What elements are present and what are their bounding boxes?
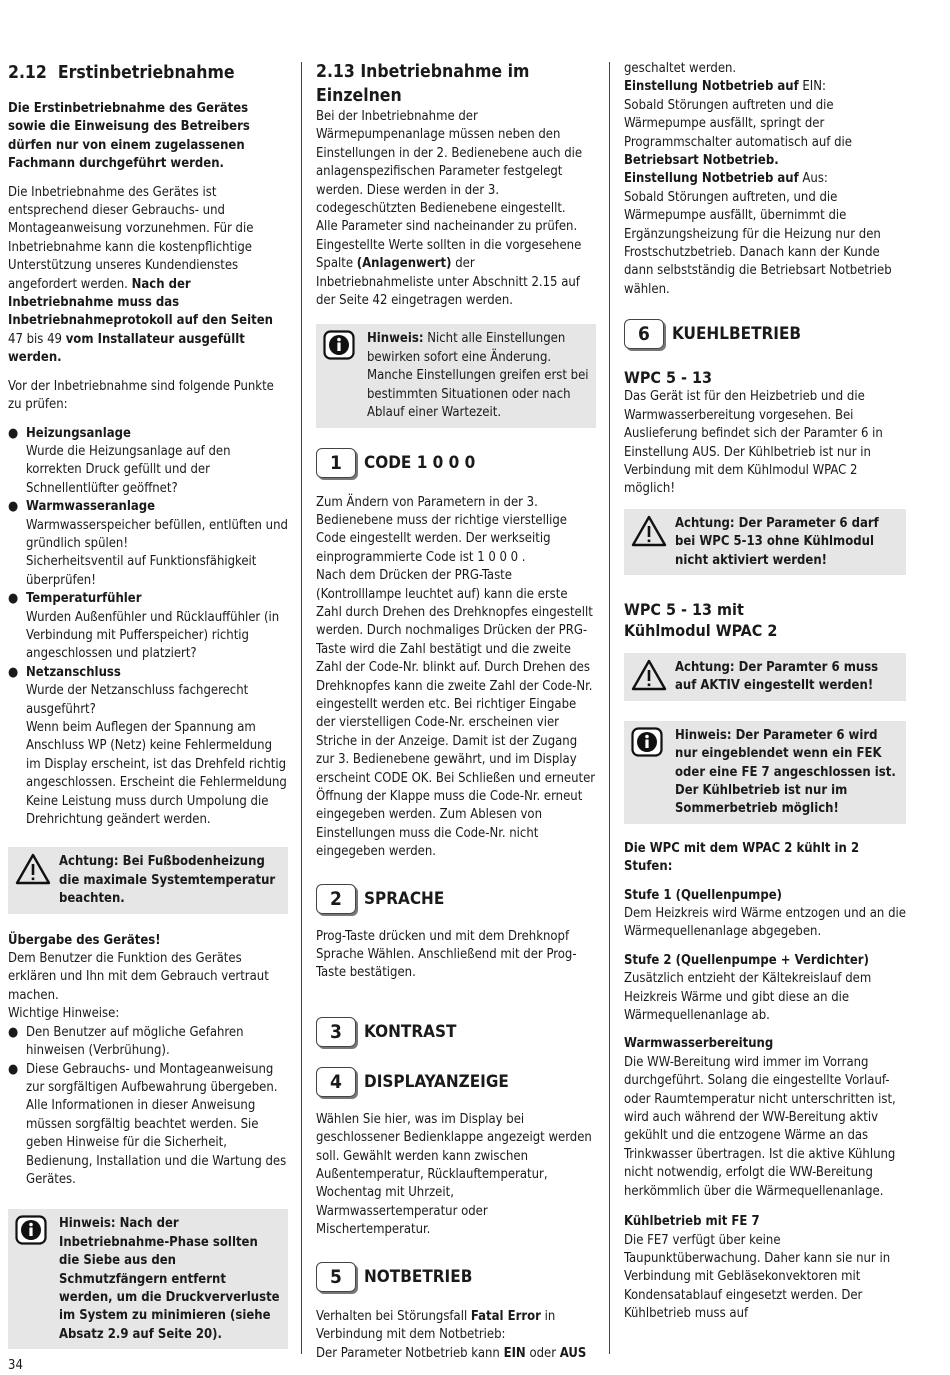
hint-label: Hinweis: bbox=[367, 331, 424, 347]
paragraph: Das Gerät ist für den Heizbetrieb und die Warmwasserbereitung vorgesehen. Bei Auslieferung befindet sich der Paramter 6 in Einstellung AUS. Der Kühlbetrieb ist nur in Verbindung mit dem Kühlmodul WPAC 2 möglich! bbox=[624, 389, 883, 497]
bullet-icon: ● bbox=[8, 425, 19, 441]
checklist-item-text: Wurde der Netzanschluss fachgerecht ausgeführt? Wenn beim Auflegen der Spannung am Anschluss WP (Netz) keine Fehlermeldung im Display erscheint, ist das Drehfeld richtig angeschlossen. Erscheint die Fehlermeldung Keine Leistung muss durch Umpolung die Drehrichtung geändert werden. bbox=[26, 683, 287, 828]
param-heading-5 bbox=[316, 1262, 596, 1292]
param-heading-3 bbox=[316, 1017, 596, 1047]
warning-icon bbox=[15, 853, 51, 885]
bullet-icon: ● bbox=[8, 591, 19, 607]
param-number-badge: 3 bbox=[316, 1017, 356, 1047]
list-item-text: Den Benutzer auf mögliche Gefahren hinweisen (Verbrühung). bbox=[26, 1024, 244, 1059]
paragraph-text: Alle Parameter sind nacheinander zu prüfen. Eingestellte Werte sollten in die vorgesehene Spalte bbox=[316, 219, 582, 272]
info-icon bbox=[15, 1215, 47, 1245]
hint-box bbox=[8, 1209, 288, 1349]
section-title-2-12 bbox=[8, 62, 288, 84]
intro-paragraph: Die Erstinbetriebnahme des Gerätes sowie die Einweisung des Betreibers dürfen nur von einem zugelassenen Fachmann durchgeführt werden. bbox=[8, 101, 250, 172]
subsection-title: Kühlbetrieb mit FE 7 bbox=[624, 1214, 760, 1230]
param-heading-2 bbox=[316, 884, 596, 914]
param-number-badge: 5 bbox=[316, 1262, 356, 1292]
bold-text: Nach der Inbetriebnahme muss das Inbetriebnahmeprotokoll auf den Seiten bbox=[8, 276, 273, 329]
param-number-badge: 4 bbox=[316, 1067, 356, 1097]
checklist-item-title: Netzanschluss bbox=[26, 664, 121, 680]
bold-text: EIN bbox=[503, 1345, 526, 1361]
paragraph-text: Die Inbetriebnahme des Gerätes ist entsprechend dieser Gebrauchs- und Montageanweisung vorzunehmen. Für die Inbetriebnahme kann die kostenpflichtige Unterstützung unseres Kundendienstes angefordert werden. bbox=[8, 184, 254, 292]
warning-text: Achtung: Der Paramter 6 muss auf AKTIV eingestellt werden! bbox=[675, 659, 879, 694]
param-number-badge: 2 bbox=[316, 884, 356, 914]
bold-text: Betriebsart Notbetrieb. bbox=[624, 153, 779, 169]
warning-box bbox=[624, 509, 906, 575]
param-number-badge: 1 bbox=[316, 448, 356, 478]
param-title: DISPLAYANZEIGE bbox=[364, 1071, 509, 1092]
model-heading: WPC 5 - 13 bbox=[624, 368, 713, 388]
param-heading-1 bbox=[316, 448, 596, 478]
paragraph-text: Sobald Störungen auftreten und die Wärmepumpe ausfällt, springt der Programmschalter automatisch auf die bbox=[624, 97, 852, 150]
bullet-icon: ● bbox=[8, 664, 19, 680]
paragraph-text: der Inbetriebnahmeliste unter Abschnitt 2.15 auf der Seite 42 eingetragen werden. bbox=[316, 256, 580, 309]
paragraph: Die FE7 verfügt über keine Taupunktüberwachung. Daher kann sie nur in Verbindung mit Gebläsekonvektoren mit Kondensatablauf eingesetzt werden. Der Kühlbetrieb muss auf bbox=[624, 1232, 891, 1322]
bold-text: Einstellung Notbetrieb auf bbox=[624, 79, 799, 95]
checklist-item bbox=[8, 590, 288, 664]
paragraph: Dem Heizkreis wird Wärme entzogen und an die Wärmequellenanlage abgegeben. bbox=[624, 906, 906, 940]
paragraph bbox=[316, 218, 596, 310]
section-number: 2.12 bbox=[8, 63, 47, 83]
paragraph bbox=[316, 1308, 596, 1363]
param-heading-6 bbox=[624, 319, 906, 349]
param-number-badge: 6 bbox=[624, 319, 664, 349]
bullet-icon: ● bbox=[8, 1024, 19, 1040]
stage-title: Stufe 1 (Quellenpumpe) bbox=[624, 887, 782, 903]
handover-list bbox=[8, 1024, 288, 1190]
warning-box bbox=[8, 847, 288, 913]
section-title-2-13: 2.13 Inbetriebnahme im Einzelnen bbox=[316, 62, 530, 106]
column-rule-2 bbox=[609, 62, 610, 1354]
param-title: CODE 1 0 0 0 bbox=[364, 452, 476, 473]
param-title: NOTBETRIEB bbox=[364, 1266, 473, 1287]
setting-value: EIN: bbox=[802, 79, 826, 95]
bold-text: AUS bbox=[559, 1345, 587, 1361]
paragraph: Prog-Taste drücken und mit dem Drehknopf Sprache Wählen. Anschließend mit der Prog-Taste bestätigen. bbox=[316, 928, 577, 981]
checklist-item-title: Temperaturfühler bbox=[26, 591, 142, 607]
checklist-item-title: Warmwasseranlage bbox=[26, 499, 156, 515]
info-icon bbox=[323, 330, 355, 360]
handover-text: Dem Benutzer die Funktion des Gerätes erklären und Ihn mit dem Gebrauch vertraut machen. Wichtige Hinweise: bbox=[8, 951, 269, 1022]
paragraph: Bei der Inbetriebnahme der Wärmepumpenanlage müssen neben den Einstellungen in der 2. Bedienebene auch die anlagenspezifischen Parameter festgelegt werden. Diese werden in der 3. codegeschützten Bedienebene eingestellt. bbox=[316, 109, 583, 217]
warning-text: Achtung: Der Parameter 6 darf bei WPC 5-13 ohne Kühlmodul nicht aktiviert werden! bbox=[675, 515, 879, 568]
paragraph bbox=[624, 78, 906, 299]
hint-text: Hinweis: Der Parameter 6 wird nur eingeblendet wenn ein FEK oder eine FE 7 angeschlossen ist. Der Kühlbetrieb ist nur im Sommerbetrieb möglich! bbox=[675, 727, 896, 817]
checklist bbox=[8, 425, 288, 830]
column-2 bbox=[316, 60, 596, 1363]
paragraph-text: Sobald Störungen auftreten, und die Wärmepumpe ausfällt, übernimmt die Ergänzungsheizung für die Heizung nur den Frostschutzbetrieb. Danach kann der Kunde dann selbstständig die Betriebsart Notbetrieb wählen. bbox=[624, 189, 892, 297]
bold-text: (Anlagenwert) bbox=[356, 256, 452, 272]
paragraph: Vor der Inbetriebnahme sind folgende Punkte zu prüfen: bbox=[8, 378, 274, 413]
stages-title: Die WPC mit dem WPAC 2 kühlt in 2 Stufen: bbox=[624, 840, 860, 875]
checklist-item bbox=[8, 664, 288, 830]
paragraph: Die WW-Bereitung wird immer im Vorrang durchgeführt. Solang die eingestellte Vorlauf- oder Raumtemperatur nicht unterschritten ist, wird auch während der WW-Bereitung aktiv gekühlt und die entzogene Wärme an das Trinkwasser übertragen. Ist die aktive Kühlung nicht notwendig, erfolgt die WW-Bereitung herkömmlich über die Wärmequellenanlage. bbox=[624, 1054, 896, 1199]
warning-box bbox=[624, 653, 906, 701]
warning-icon bbox=[631, 515, 667, 547]
param-heading-4 bbox=[316, 1067, 596, 1097]
paragraph bbox=[8, 184, 288, 368]
setting-value: Aus: bbox=[802, 171, 828, 187]
column-1 bbox=[8, 60, 288, 1349]
bullet-icon: ● bbox=[8, 1061, 19, 1077]
hint-box bbox=[624, 721, 906, 824]
bold-text: Fatal Error bbox=[470, 1308, 541, 1324]
checklist-item bbox=[8, 425, 288, 499]
hint-text: Nicht alle Einstellungen bewirken sofort eine Änderung. Manche Einstellungen greifen erst bei bestimmten Situationen oder nach Ablauf einer Wartezeit. bbox=[367, 331, 589, 421]
heading-line: Kühlmodul WPAC 2 bbox=[624, 620, 778, 640]
info-icon bbox=[631, 727, 663, 757]
paragraph: Zusätzlich entzieht der Kältekreislauf dem Heizkreis Wärme und gibt diese an die Wärmequellenanlage ab. bbox=[624, 971, 872, 1024]
list-item bbox=[8, 1024, 288, 1061]
paragraph-text: Der Parameter Notbetrieb kann bbox=[316, 1345, 500, 1361]
list-item bbox=[8, 1061, 288, 1190]
column-3 bbox=[624, 60, 906, 1324]
paragraph-text: oder bbox=[529, 1345, 557, 1361]
model-heading bbox=[624, 599, 906, 641]
paragraph: Zum Ändern von Parametern in der 3. Bedienebene muss der richtige vierstellige Code eingestellt werden. Der werkseitig einprogrammierte Code ist 1 0 0 0 . Nach dem Drücken der PRG-Taste (Kontrolllampe leuchtet auf) kann die erste Zahl durch Drehen des Drehknopfes eingestellt werden. Durch nochmaliges Drücken der PRG-Taste wird die Zahl bestätigt und die zweite Zahl der Code-Nr. blinkt auf. Durch Drehen des Drehknopfes kann die zweite Zahl der Code-Nr. eingestellt werden etc. Bei richtiger Eingabe der vierstelligen Code-Nr. erscheinen vier Striche in der Anzeige. Damit ist der Zugang zur 3. Bedienebene gewährt, und im Display erscheint CODE OK. Bei Schließen und erneuter Öffnung der Klappe muss die Code-Nr. erneut eingegeben werden. Zum Ablesen von Einstellungen muss die Code-Nr. nicht eingegeben werden. bbox=[316, 494, 596, 860]
page-range: 47 bis 49 bbox=[8, 331, 62, 347]
param-title: KUEHLBETRIEB bbox=[672, 324, 802, 345]
paragraph: Wählen Sie hier, was im Display bei geschlossener Bedienklappe angezeigt werden soll. Gewählt werden kann zwischen Außentemperatur, Rücklauftemperatur, Wochentag mit Uhrzeit, Warmwassertemperatur oder Mischertemperatur. bbox=[316, 1111, 592, 1238]
hint-text: Hinweis: Nach der Inbetriebnahme-Phase sollten die Siebe aus den Schmutzfängern entfernt werden, um die Druckververluste im System zu minimieren (siehe Absatz 2.9 auf Seite 20). bbox=[59, 1216, 280, 1342]
checklist-item-title: Heizungsanlage bbox=[26, 425, 131, 441]
param-title: KONTRAST bbox=[364, 1021, 457, 1042]
heading-line: WPC 5 - 13 mit bbox=[624, 599, 744, 619]
checklist-item-text: Wurden Außenfühler und Rücklauffühler (in Verbindung mit Pufferspeicher) richtig angeschlossen und platziert? bbox=[26, 609, 280, 662]
paragraph-text: in Verbindung mit dem Notbetrieb: bbox=[316, 1308, 556, 1343]
paragraph-text: Verhalten bei Störungsfall bbox=[316, 1308, 468, 1324]
handover-title: Übergabe des Gerätes! bbox=[8, 932, 161, 948]
subsection-title: Warmwasserbereitung bbox=[624, 1036, 774, 1052]
checklist-item-text: Warmwasserspeicher befüllen, entlüften und gründlich spülen! Sicherheitsventil auf Funktionsfähigkeit überprüfen! bbox=[26, 517, 288, 588]
list-item-text: Diese Gebrauchs- und Montageanweisung zur sorgfältigen Aufbewahrung übergeben. Alle Informationen in dieser Anweisung müssen sorgfältig beachtet werden. Sie geben Hinweise für die Sicherheit, Bedienung, Installation und die Wartung des Gerätes. bbox=[26, 1061, 287, 1187]
warning-text: Achtung: Bei Fußbodenheizung die maximale Systemtemperatur beachten. bbox=[59, 854, 276, 907]
section-heading-text: Erstinbetriebnahme bbox=[57, 63, 235, 83]
page-number: 34 bbox=[8, 1358, 23, 1373]
hint-box bbox=[316, 324, 596, 427]
checklist-item bbox=[8, 498, 288, 590]
column-rule-1 bbox=[301, 62, 302, 1354]
bullet-icon: ● bbox=[8, 499, 19, 515]
warning-icon bbox=[631, 659, 667, 691]
bold-text: Einstellung Notbetrieb auf bbox=[624, 171, 799, 187]
paragraph: geschaltet werden. bbox=[624, 61, 737, 76]
stage-title: Stufe 2 (Quellenpumpe + Verdichter) bbox=[624, 952, 869, 968]
bold-text: vom Installateur ausgefüllt werden. bbox=[8, 331, 245, 366]
param-title: SPRACHE bbox=[364, 888, 445, 909]
checklist-item-text: Wurde die Heizungsanlage auf den korrekten Druck gefüllt und der Schnellentlüfter geöffnet? bbox=[26, 443, 231, 496]
